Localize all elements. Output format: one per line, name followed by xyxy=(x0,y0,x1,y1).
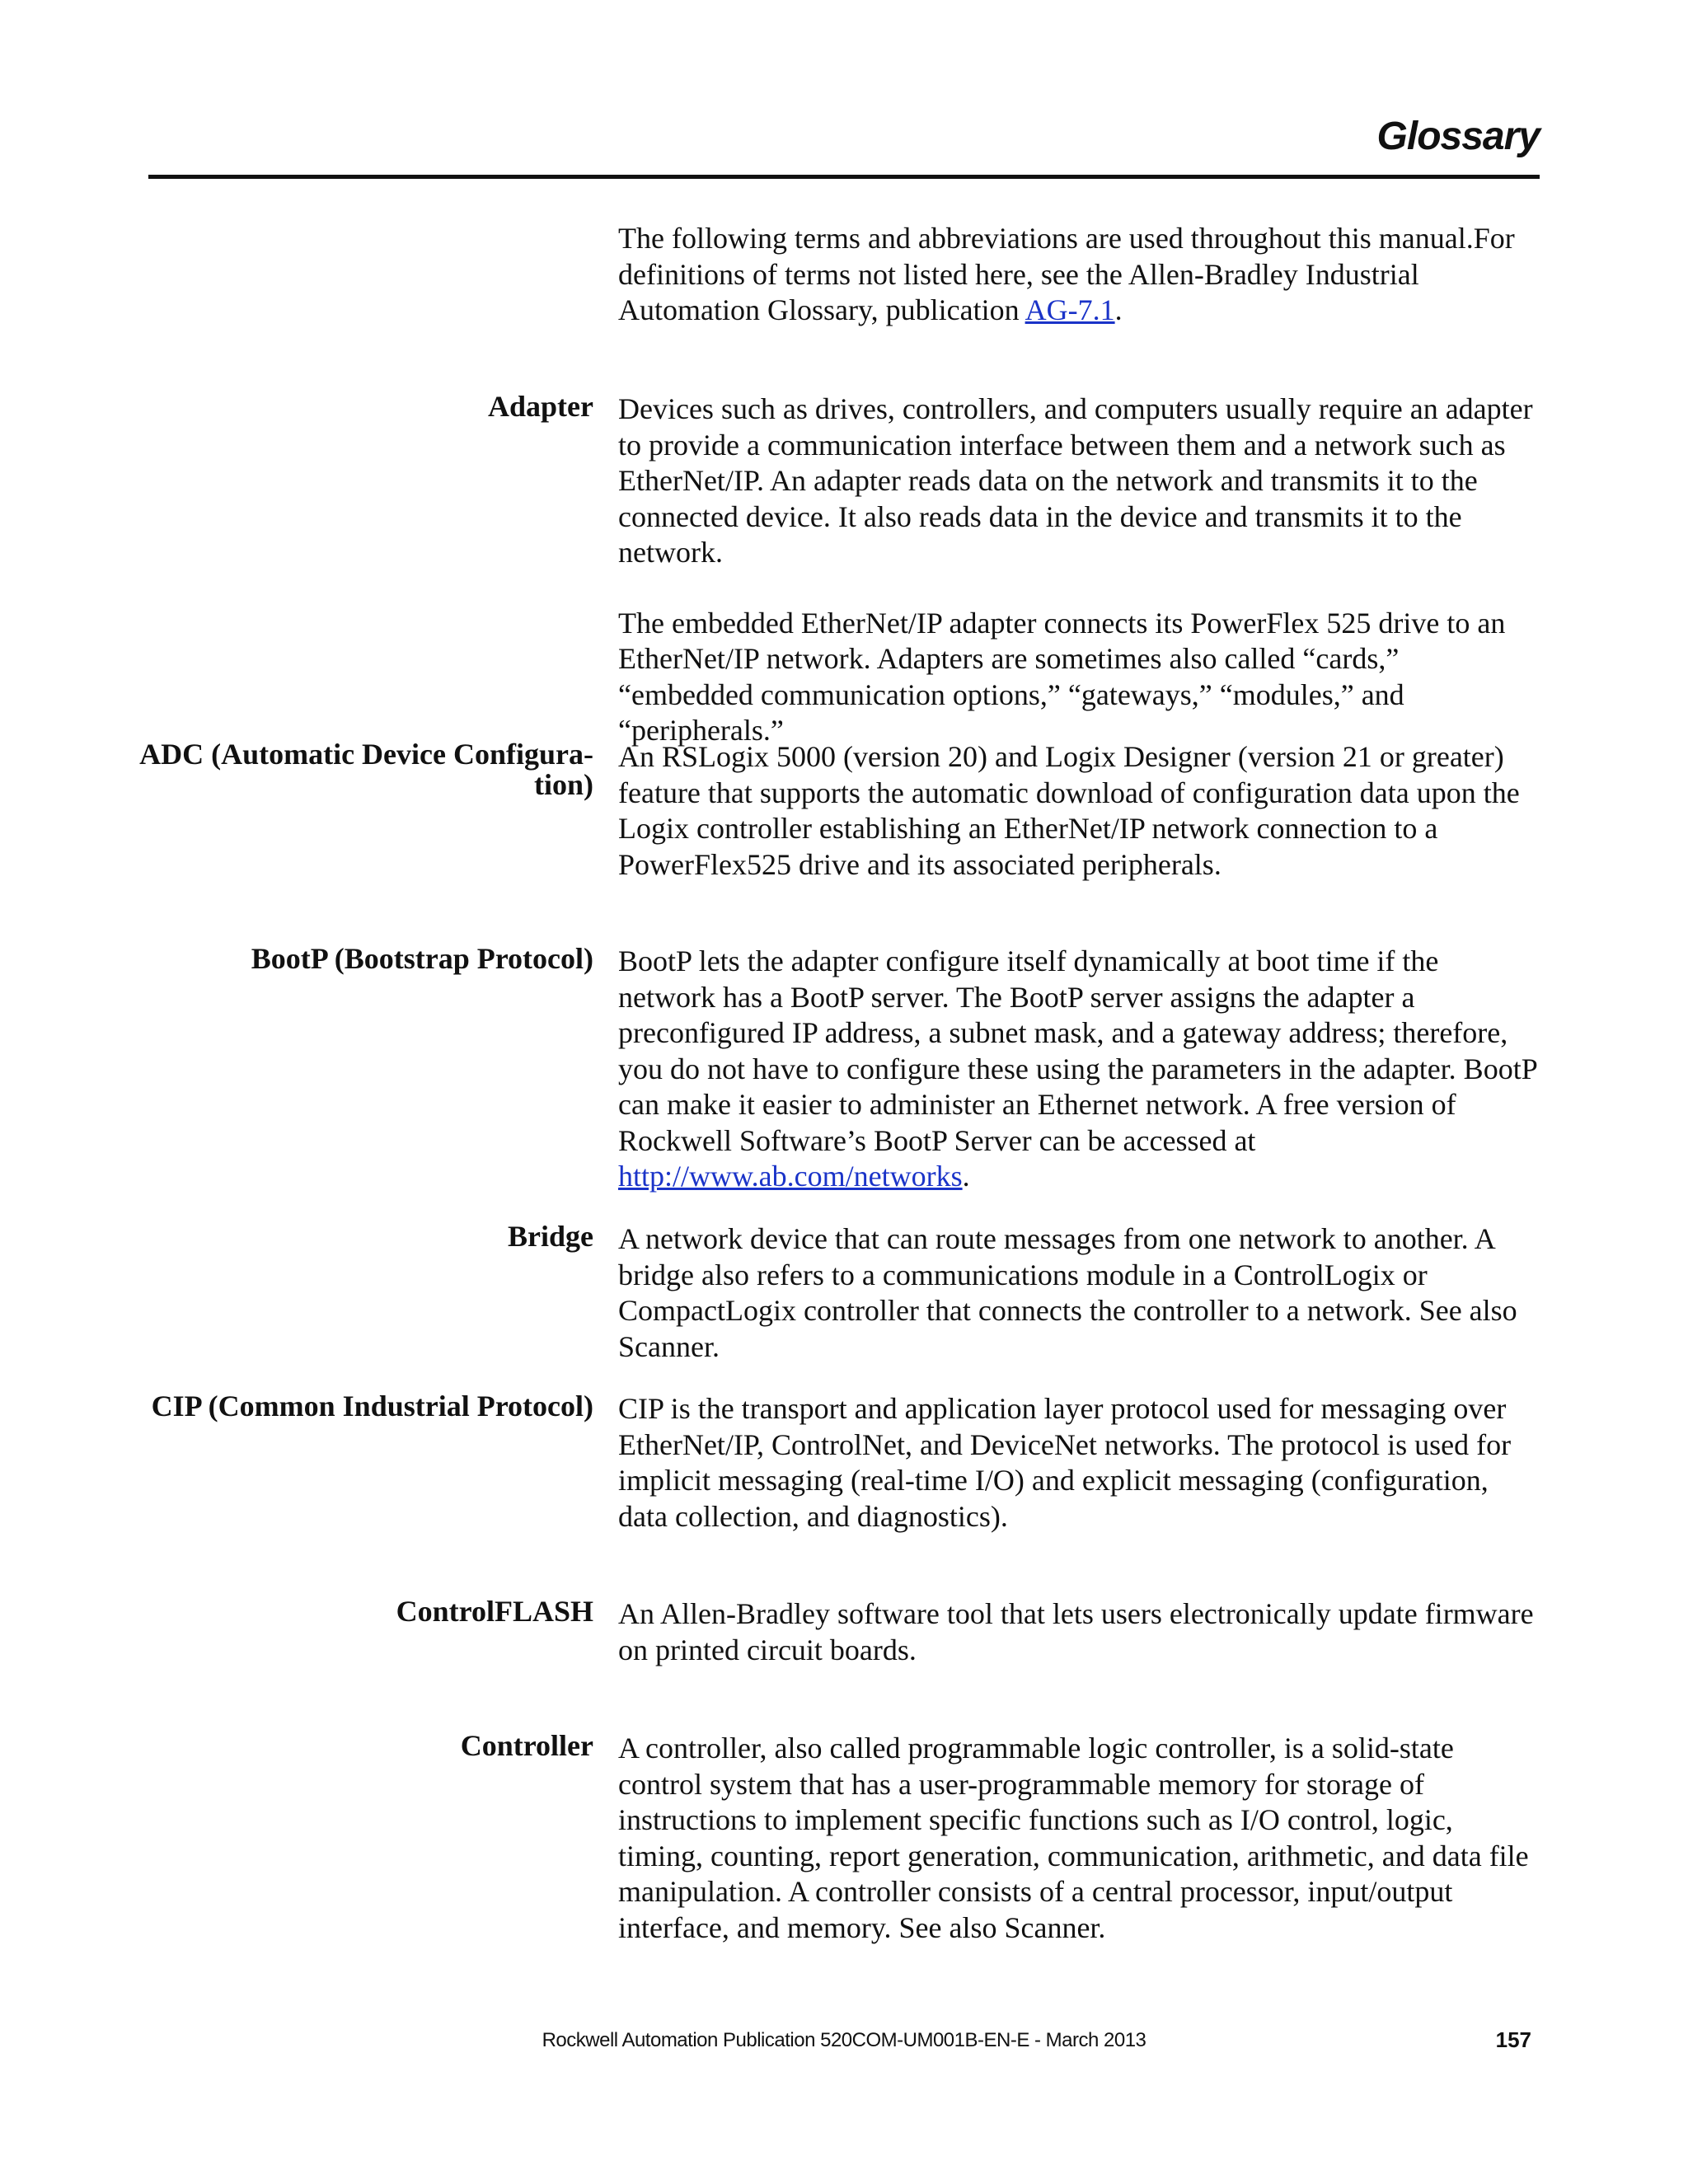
definition-paragraph: The embedded EtherNet/IP adapter connects its PowerFlex 525 drive to an EtherNet/IP network. Adapters are sometimes also called “cards,” “embedded communication options,” “gateways,” “modules,” and “peripherals.” xyxy=(618,606,1506,747)
definition-paragraph: A controller, also called programmable logic controller, is a solid-state control system that has a user-programmable memory for storage of instructions to implement specific functions such as I/O control, logic, timing, counting, report generation, communication, arithmetic, and data file manipulation. A controller consists of a central processor, input/output interface, and memory. See also Scanner. xyxy=(618,1732,1529,1944)
intro-text: The following terms and abbreviations are used throughout this manual.For definitions of terms not listed here, see the Allen-Bradley Industrial Automation Glossary, publication xyxy=(618,222,1515,326)
header-divider xyxy=(148,175,1540,179)
definition-paragraph: An RSLogix 5000 (version 20) and Logix Designer (version 21 or greater) feature that supports the automatic download of configuration data upon the Logix controller establishing an EtherNet/IP network connection to a PowerFlex525 drive and its associated peripherals. xyxy=(618,740,1520,881)
glossary-term: CIP (Common Industrial Protocol) xyxy=(151,1390,593,1422)
glossary-term: Bridge xyxy=(508,1220,593,1253)
glossary-definition xyxy=(618,1221,1537,1365)
glossary-term: Adapter xyxy=(488,390,593,423)
publication-link[interactable]: AG-7.1 xyxy=(1025,293,1115,326)
definition-paragraph: CIP is the transport and application layer protocol used for messaging over EtherNet/IP, ControlNet, and DeviceNet networks. The protocol is used for implicit messaging (real-time I/O) and explicit messaging (configuration, data collection, and diagnostics). xyxy=(618,1392,1512,1533)
glossary-term: Controller xyxy=(460,1729,593,1762)
glossary-definition xyxy=(618,739,1537,883)
glossary-definition xyxy=(618,1731,1537,1946)
definition-paragraph xyxy=(618,944,1537,1195)
glossary-term: ControlFLASH xyxy=(396,1595,593,1628)
page-title: Glossary xyxy=(1376,115,1540,158)
networks-link[interactable]: http://www.ab.com/networks xyxy=(618,1160,963,1193)
glossary-definition xyxy=(618,1391,1537,1535)
glossary-term-line: ADC (Automatic Device Configura- xyxy=(139,738,593,771)
glossary-definition xyxy=(618,1596,1537,1668)
glossary-definition xyxy=(618,391,1537,749)
definition-paragraph: Devices such as drives, controllers, and computers usually require an adapter to provide a communication interface between them and a network such as EtherNet/IP. An adapter reads data on the network and transmits it to the connected device. It also reads data in the device and transmits it to the network. xyxy=(618,392,1533,569)
page-number: 157 xyxy=(1495,2027,1531,2052)
glossary-definition xyxy=(618,944,1537,1195)
glossary-term xyxy=(132,739,593,800)
intro-text-end: . xyxy=(1114,293,1123,326)
intro-paragraph xyxy=(618,221,1537,329)
glossary-term-line: tion) xyxy=(534,768,593,801)
definition-text: BootP lets the adapter configure itself dynamically at boot time if the network has a BootP server. The BootP server assigns the adapter a preconfigured IP address, a subnet mask, and a gateway address; therefore, you do not have to configure these using the parameters in the adapter. BootP can make it easier to administer an Ethernet network. A free version of Rockwell Software’s BootP Server can be accessed at xyxy=(618,944,1537,1157)
definition-paragraph: An Allen-Bradley software tool that lets users electronically update firmware on printed circuit boards. xyxy=(618,1597,1534,1666)
definition-paragraph: A network device that can route messages from one network to another. A bridge also refers to a communications module in a ControlLogix or CompactLogix controller that connects the controller to a network. See also Scanner. xyxy=(618,1222,1517,1363)
definition-text-end: . xyxy=(962,1160,970,1193)
glossary-term: BootP (Bootstrap Protocol) xyxy=(251,942,593,975)
footer-publication: Rockwell Automation Publication 520COM-UM001B-EN-E - March 2013 xyxy=(542,2029,1146,2051)
